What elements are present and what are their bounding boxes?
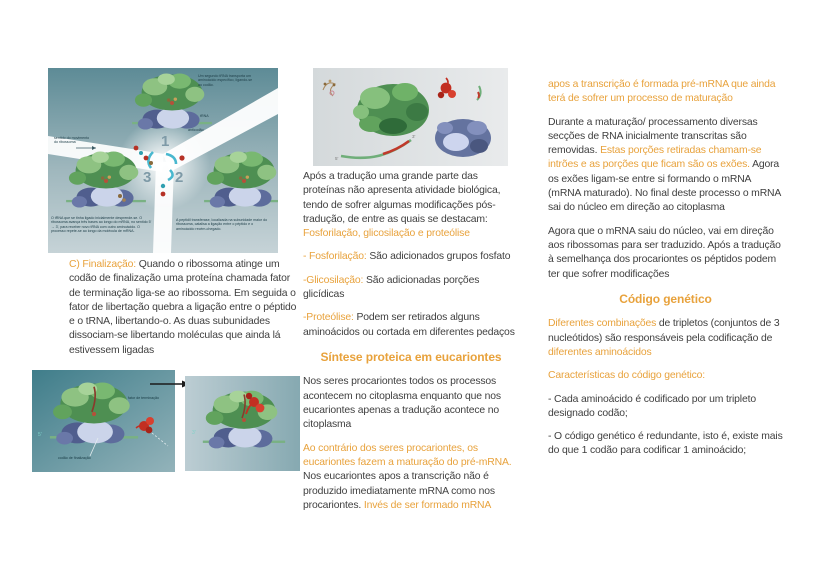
prokaryote-cytoplasm-paragraph: Nos seres procariontes todos os processos acontecem no citoplasma enquanto que nos eucariontes apenas a tradução acontece no citoplasma xyxy=(303,376,501,431)
pre-mrna-formed-paragraph xyxy=(548,78,783,107)
right-column-text xyxy=(548,78,783,468)
r-p2-text2: Agora os exões ligam-se entre si formando o mRNA (mRNA maturado). No final deste processo o mRNA sai do núcleo em direção ao citoplasma xyxy=(548,159,781,214)
label-5-prime-right: 3' xyxy=(192,430,196,436)
middle-column-text xyxy=(303,170,519,522)
r-p4-text1: de tripletos (conjuntos de 3 nucleótidos) são responsáveis pela codificação de xyxy=(548,318,780,344)
p6-text: Nos eucariontes apos a transcrição não é produzido imediatamente mRNA como nos procariontes. xyxy=(303,471,495,511)
codon-definition-item: - Cada aminoácido é codificado por um tripleto designado codão; xyxy=(548,393,756,419)
figure-termination xyxy=(32,370,300,472)
p2-lead: - Fosforilação: xyxy=(303,251,367,263)
post-translation-paragraph xyxy=(303,170,519,241)
redundancy-item: - O código genético é redundante, isto é, existe mais do que 1 codão para codificar 1 aminoácido; xyxy=(548,431,783,457)
r-p5-highlight: Características do código genético: xyxy=(548,370,706,382)
r-p2-text1: Durante a maturação/ processamento diversas secções de RNA inicialmente transcritas são removidas. xyxy=(548,116,758,157)
phosphorylation-item xyxy=(303,250,519,264)
figure-label-trna: tRNA xyxy=(200,114,209,118)
figure-label-stop-codon: codão de finalização xyxy=(58,456,91,460)
p2-text: São adicionados grupos fosfato xyxy=(366,251,511,263)
p6-highlight2: Invés de ser formado mRNA xyxy=(363,499,492,511)
small-subunit-blue xyxy=(435,119,491,157)
pre-mrna-paragraph xyxy=(303,442,519,513)
svg-text:5': 5' xyxy=(335,156,339,161)
proteolysis-item xyxy=(303,311,519,340)
p6-highlight1: Ao contrário dos seres procariontes, os eucariontes fazem a maturação do pré-mRNA. xyxy=(303,442,512,468)
characteristics-heading-paragraph xyxy=(548,369,783,383)
svg-text:3': 3' xyxy=(412,134,416,139)
figure-dissociation xyxy=(313,68,508,166)
figure-label-movement: sentido do movimento do ribossoma xyxy=(54,136,90,145)
glycosylation-item xyxy=(303,274,519,303)
figure-label-anticodon: anticodão xyxy=(188,128,204,132)
heading-eukaryote-synthesis: Síntese proteica em eucariontes xyxy=(320,349,502,364)
p4-lead: -Proteólise: xyxy=(303,312,354,324)
figure-label-release-factor: fator de terminação xyxy=(128,396,159,400)
r-p4-highlight1: Diferentes combinações xyxy=(548,318,657,330)
finalization-body: Quando o ribossoma atinge um codão de finalização uma proteína chamada fator de terminação liga-se ao ribossoma. Em seguida o fator de libertação quebra a ligação entre o péptido e o tRNA, libertando-o. As duas subunidades dissociam-se libertando moléculas que ainda lá estivessem ligadas xyxy=(69,259,297,356)
finalization-lead: C) Finalização: xyxy=(69,259,137,270)
mrna-nucleus-paragraph: Agora que o mRNA saiu do núcleo, vai em direção aos ribossomas para ser traduzido. Após a tradução à semelhança dos procariontes os péptidos podem ter que sofrer modificações xyxy=(548,225,781,280)
dissociation-illustration xyxy=(313,68,508,166)
cycle-step-1: 1 xyxy=(161,133,170,150)
p4-text: Podem ser retirados alguns aminoácidos ou cortada em diferentes pedaços xyxy=(303,312,515,338)
p3-lead: -Glicosilação: xyxy=(303,274,364,286)
finalization-paragraph xyxy=(69,258,298,367)
p3-text: São adicionadas porções glicídicas xyxy=(303,274,480,301)
label-5-prime-left: 5' xyxy=(38,432,42,438)
figure-label-trna-carries: Um segundo tRNA transporta um aminoácido específico, ligando-se ao codão. xyxy=(198,74,253,87)
cycle-step-2: 2 xyxy=(175,169,184,186)
figure-caption-bottom-right: A peptidil transferase, localizada na subunidade maior do ribossoma, catalisa a ligação entre o péptido e o aminoácido recém-chegado. xyxy=(176,218,268,231)
large-subunit-green xyxy=(353,83,429,136)
cycle-step-3: 3 xyxy=(143,169,152,186)
figure-caption-bottom-left: O tRNA que se tinha ligado inicialmente desprende-se. O ribossoma avança três bases ao longo do mRNA, no sentido 5' → 3', para receber novo tRNA com outro aminoácido. O processo repete-se ao longo da molécula de mRNA. xyxy=(51,216,152,234)
maturation-paragraph xyxy=(548,116,783,216)
r-p4-highlight2: diferentes aminoácidos xyxy=(548,346,652,358)
heading-genetic-code: Código genético xyxy=(619,291,712,306)
p1-text: Após a tradução uma grande parte das proteínas não apresenta atividade biológica, tendo de sofrer algumas modificações pós-tradução, de entre as quais se destacam: xyxy=(303,171,501,225)
paragraph xyxy=(69,258,298,358)
figure-translation-cycle xyxy=(48,68,278,253)
triplets-paragraph xyxy=(548,317,783,360)
r-p2-highlight: Estas porções retiradas chamam-se intrões e as porções que ficam são os exões. xyxy=(548,145,762,171)
r-p1-highlight: apos a transcrição é formada pré-mRNA que ainda terá de sofrer um processo de maturação xyxy=(548,79,776,105)
p1-highlight: Fosforilação, glicosilação e proteólise xyxy=(303,228,470,240)
